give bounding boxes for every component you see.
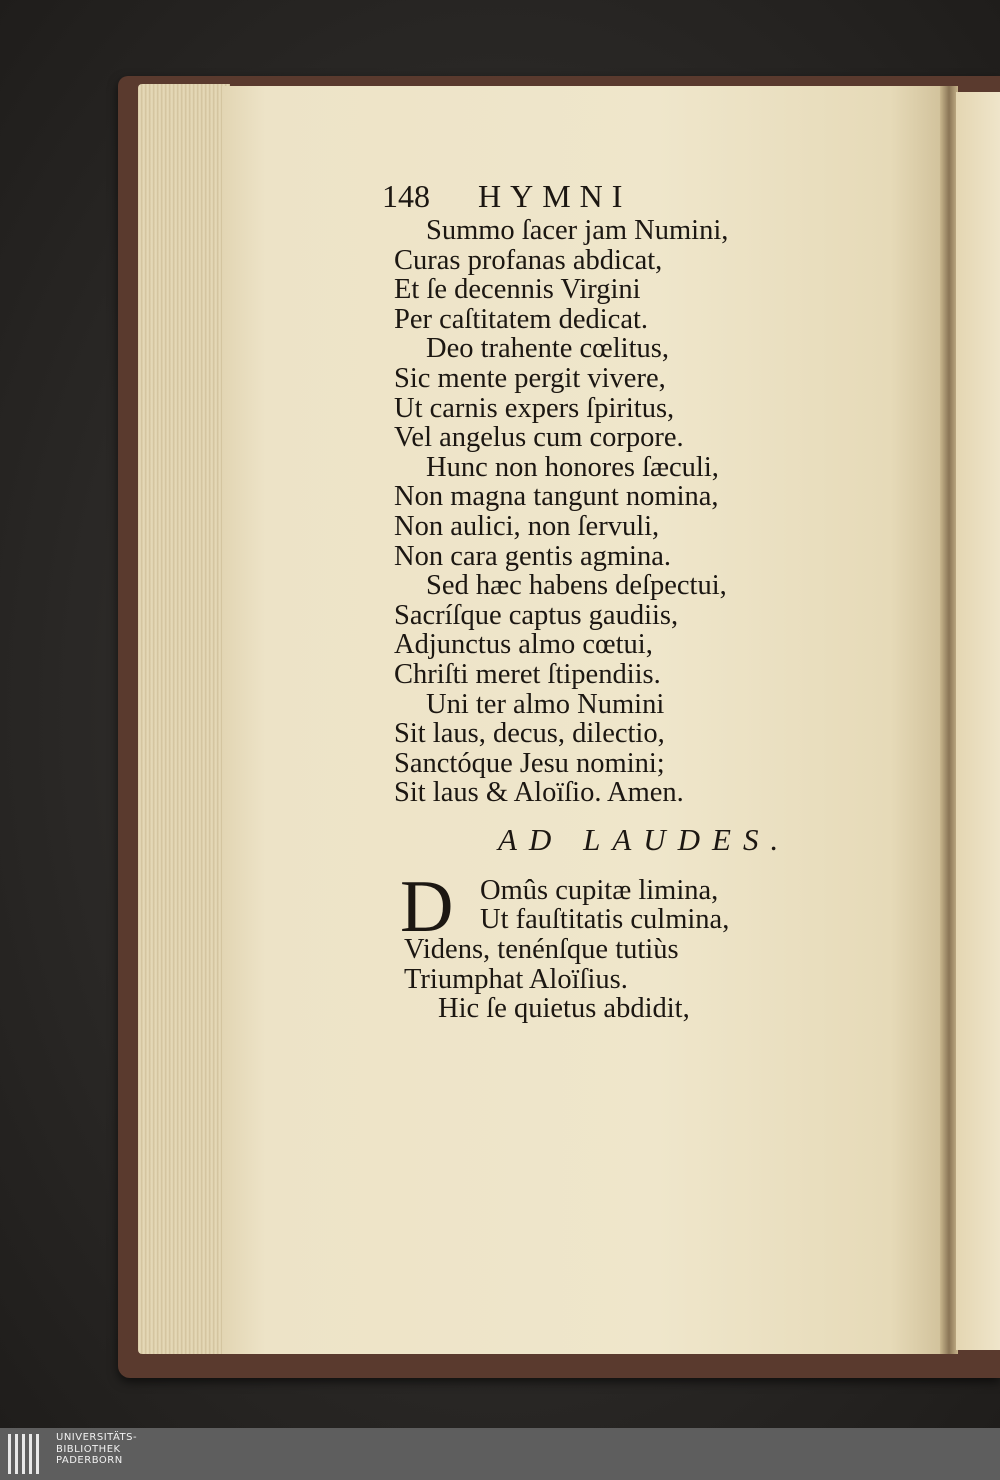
verse-line: Et ſe decennis Virgini [394,274,641,306]
stanza [382,216,852,334]
library-footer [0,1428,1000,1480]
page-header [382,176,852,216]
verse-line: Summo ſacer jam Numini, [426,215,729,246]
stanza [382,334,852,452]
verse-line: Per caſtitatem dedicat. [394,303,649,335]
verse-line: Sacríſque captus gaudiis, [394,599,679,631]
section-title: AD LAUDES. [498,821,791,857]
page-edges [138,84,230,1354]
verse-line: Ut fauſtitatis culmina, [480,904,730,936]
stanza [382,690,852,808]
verse-line: Curas profanas abdicat, [394,244,663,276]
verse-line: Vel angelus cum corpore. [394,422,684,454]
library-name: UNIVERSITÄTS- BIBLIOTHEK PADERBORN [56,1432,138,1466]
lauds-stanza [382,865,852,1025]
verse-line: Deo trahente cœlitus, [426,333,669,365]
library-logo-icon [8,1434,44,1474]
verse-line: Non magna tangunt nomina, [394,481,719,513]
verse-line: Sed hæc habens deſpectui, [426,570,727,602]
verse-line: Uni ter almo Numini [426,688,665,720]
verse-line: Hunc non honores ſæculi, [426,451,719,483]
verse-line: Sit laus, decus, dilectio, [394,718,665,750]
verse-line: Omûs cupitæ limina, [480,874,719,906]
dropcap-block [382,865,852,948]
verse-line: Triumphat Aloïſius. [404,963,628,995]
drop-capital: D [400,865,454,948]
verse-line: Sic mente pergit vivere, [394,362,666,394]
verse-line: Non aulici, non ſervuli, [394,510,660,542]
right-page-edge [956,92,1000,1350]
page-text [382,176,852,1024]
verse-line: Sanctóque Jesu nomini; [394,747,665,779]
verse-line: Sit laus & Aloïſio. Amen. [394,777,684,809]
page-number: 148 [382,178,430,214]
verse-line: Hic ſe quietus abdidit, [438,993,690,1025]
verse-line: Adjunctus almo cœtui, [394,629,653,661]
verse-line: Chriſti meret ſtipendiis. [394,658,661,690]
verse-line: Videns, tenénſque tutiùs [404,934,679,966]
verse-line: Non cara gentis agmina. [394,540,671,572]
running-title: HYMNI [478,178,632,214]
stanza [382,571,852,689]
verse-line: Ut carnis expers ſpiritus, [394,392,675,424]
stanza [382,453,852,571]
